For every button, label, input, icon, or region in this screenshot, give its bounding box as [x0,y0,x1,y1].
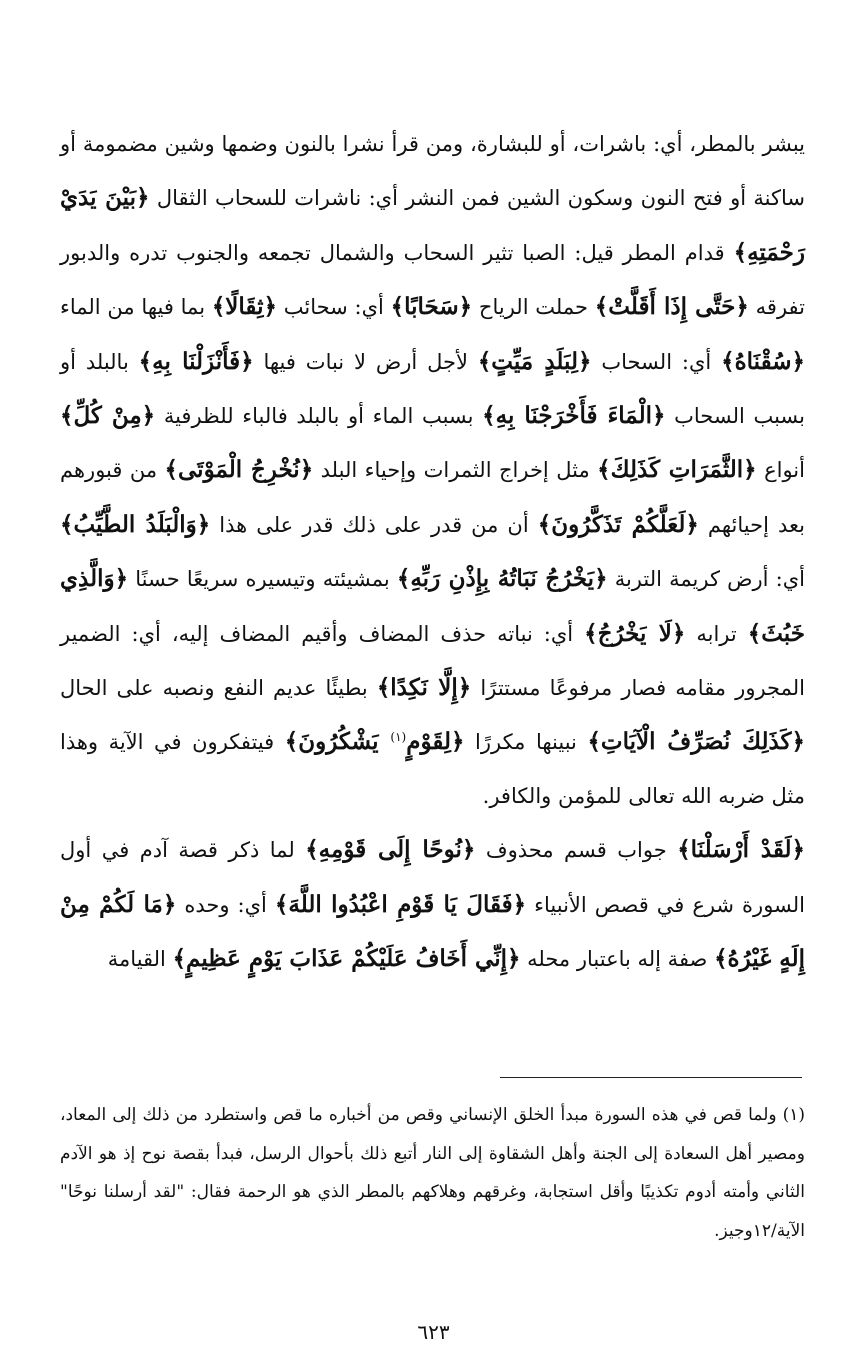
commentary-text: لما ذكر قصة آدم في أول السورة شرع في قصص الأنبياء [60,838,806,917]
footnote-separator [500,1077,802,1078]
quran-quote: ﴿حَتَّى إِذَا أَقَلَّتْ﴾ [594,293,749,321]
commentary-text: من قبورهم بعد إحيائهم [60,458,805,537]
commentary-text: صفة إله باعتبار محله [520,947,715,972]
footnote-text: ولما قص في هذه السورة مبدأ الخلق الإنساني وقص من أخباره ما قص واستطرد من ذلك إلى المعاد، ومصير أهل السعادة إلى الجنة وأهل الشقاوة إلى النار أتبع ذلك بأحوال الرسل، فبدأ بقصة نوح إذ هو الآدم الثاني وأمته أدوم تكذيبًا وأقل استجابة، وغرقهم وهلاكهم بالمطر الذي هو الرحمة فقال: "لقد أرسلنا نوحًا" الآية/١٢وجيز. [60,1105,805,1241]
quran-quote: ﴿إِنِّي أَخَافُ عَلَيْكُمْ عَذَابَ يَوْمٍ عَظِيمٍ﴾ [172,945,521,973]
commentary-text: أي: نباته حذف المضاف وأقيم المضاف إليه، أي: الضمير المجرور مقامه فصار مرفوعًا مستترًا [60,621,805,701]
commentary-text: بما فيها من الماء [60,295,212,320]
quran-quote: ﴿إِلَّا نَكِدًا﴾ [376,674,472,702]
commentary-text: نبينها مكررًا [464,730,588,755]
quran-quote: ﴿لَا يَخْرُجُ﴾ [584,619,686,647]
commentary-text: أن من قدر على ذلك قدر على هذا [210,512,538,537]
quran-quote: ﴿مِنْ كُلِّ﴾ [60,402,156,430]
commentary-text: بمشيئته وتيسيره سريعًا حسنًا [128,567,397,592]
quran-quote: ﴿فَأَنْزَلْنَا بِهِ﴾ [138,347,254,375]
commentary-text: يبشر بالمطر، أي: باشرات، أو للبشارة، ومن قرأ نشرا بالنون وضمها وشين مضمومة أو ساكنة أو فتح النون وسكون الشين فمن النشر أي: ناشرات للسحاب الثقال [60,132,806,211]
quran-quote: ﴿الثَّمَرَاتِ كَذَلِكَ﴾ [597,456,757,484]
quran-quote: ﴿لَعَلَّكُمْ تَذَكَّرُونَ﴾ [537,510,699,538]
commentary-text: قدام المطر قيل: الصبا تثير السحاب والشمال تجمعه والجنوب تدره والدبور تفرقه [60,240,806,320]
quran-quote: ﴿الْمَاءَ فَأَخْرَجْنَا بِهِ﴾ [482,402,666,430]
commentary-text: أي: أرض كريمة التربة [607,567,805,592]
commentary-text: أي: وحده [176,892,275,917]
quran-quote: ﴿نُوحًا إِلَى قَوْمِهِ﴾ [305,836,476,864]
tafsir-body [60,118,805,987]
commentary-text: أنواع [756,458,805,483]
quran-quote: ﴿وَالَّذِي خَبُثَ﴾ [60,565,805,647]
commentary-text: حملت الرياح [472,295,595,320]
commentary-text: بطيئًا عديم النفع ونصبه على الحال [60,676,377,701]
footnote [60,1096,805,1250]
quran-quote: ﴿مَا لَكُمْ مِنْ إِلَهٍ غَيْرُهُ﴾ [60,890,805,973]
quran-quote: ﴿سَحَابًا﴾ [390,293,473,321]
paragraph-1 [60,118,805,823]
paragraph-2 [60,823,805,986]
footnote-marker: (١) [782,1105,805,1125]
quran-quote: ﴿ثِقَالًا﴾ [211,293,277,321]
quran-quote: ﴿لَقَدْ أَرْسَلْنَا﴾ [677,836,805,864]
commentary-text: بسبب الماء أو بالبلد فالباء للظرفية [155,404,483,429]
page-number: ٦٢٣ [417,1320,450,1344]
quran-quote: يَشْكُرُونَ﴾ [284,728,391,756]
commentary-text: ترابه [685,621,748,646]
quran-quote: ﴿لِبَلَدٍ مَيِّتٍ﴾ [477,347,592,375]
commentary-text: القيامة [107,947,173,972]
quran-quote: ﴿سُقْنَاهُ﴾ [721,347,805,375]
commentary-text: بالبلد أو بسبب السحاب [60,349,806,429]
commentary-text: جواب قسم محذوف [475,838,678,863]
quran-quote: ﴿بَيْنَ يَدَيْ رَحْمَتِهِ﴾ [60,184,805,266]
quran-quote: ﴿نُخْرِجُ الْمَوْتَى﴾ [164,456,314,484]
footnote-reference: (١) [390,730,407,745]
commentary-text: فيتفكرون في الآية وهذا مثل ضربه الله تعالى للمؤمن والكافر. [60,730,805,808]
quran-quote: ﴿يَخْرُجُ نَبَاتُهُ بِإِذْنِ رَبِّهِ﴾ [396,565,608,593]
commentary-text: لأجل أرض لا نبات فيها [253,349,478,374]
commentary-text: أي: السحاب [591,349,722,374]
commentary-text: مثل إخراج الثمرات وإحياء البلد [313,458,598,483]
quran-quote: ﴿فَقَالَ يَا قَوْمِ اعْبُدُوا اللَّهَ﴾ [274,890,527,918]
commentary-text: أي: سحائب [276,295,391,320]
quran-quote: ﴿وَالْبَلَدُ الطَّيِّبُ﴾ [60,510,211,538]
quran-quote: ﴿لِقَوْمٍ [406,728,465,756]
quran-quote: ﴿كَذَلِكَ نُصَرِّفُ الْآيَاتِ﴾ [587,728,805,756]
